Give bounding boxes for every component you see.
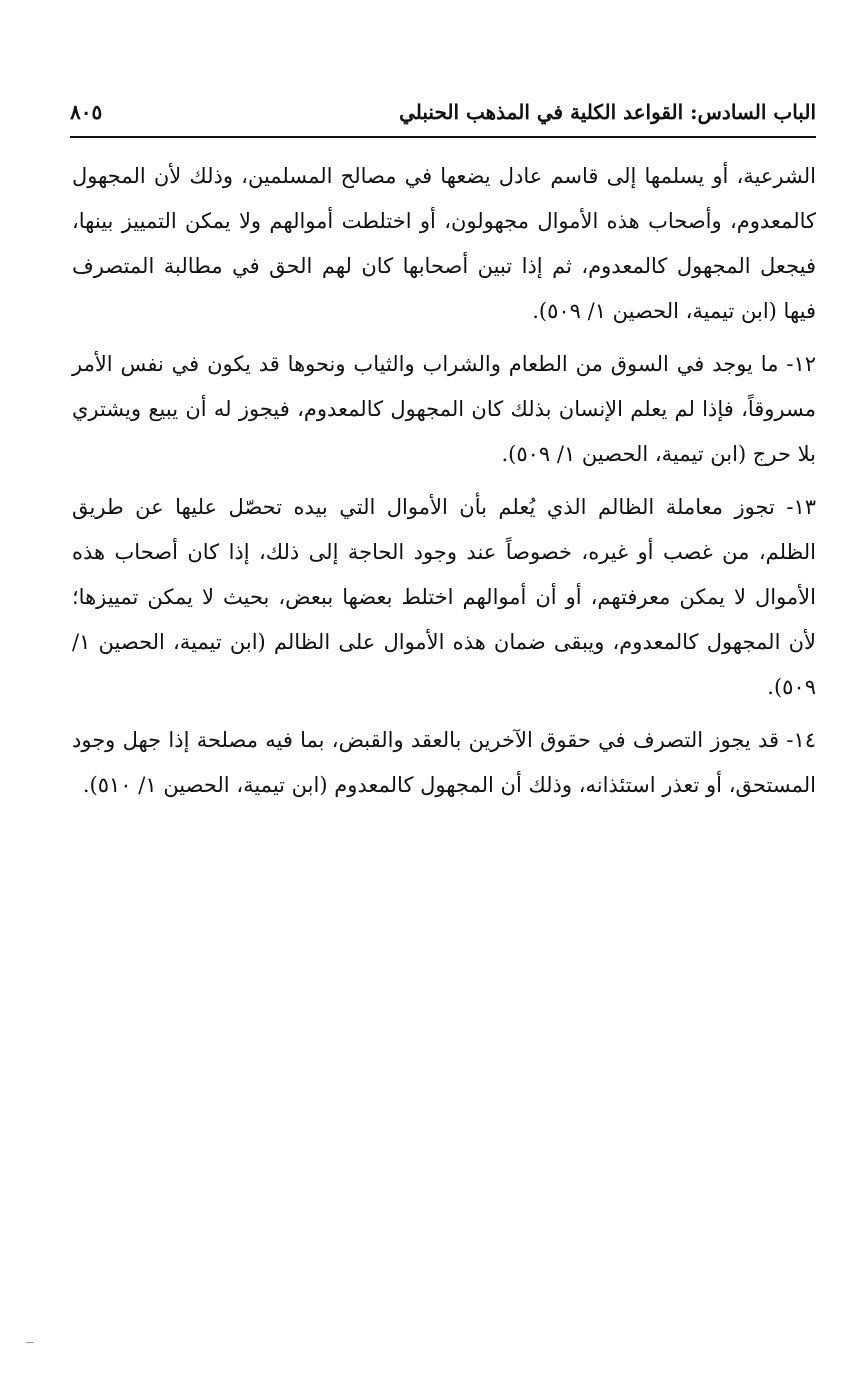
- paragraph-continuation: الشرعية، أو يسلمها إلى قاسم عادل يضعها في مصالح المسلمين، وذلك لأن المجهول كالمعدوم، وأصحاب هذه الأموال مجهولون، أو اختلطت أموالهم ولا يمكن التمييز بينها، فيجعل المجهول كالمعدوم، ثم إذا تبين أصحابها كان لهم الحق في مطالبة المتصرف فيها (ابن تيمية، الحصين ١/ ٥٠٩).: [72, 164, 816, 323]
- page-header: [70, 98, 816, 134]
- page-number: ٨٠٥: [70, 100, 103, 124]
- scan-margin-mark: [26, 1342, 34, 1343]
- paragraph-item-13: ١٣- تجوز معاملة الظالم الذي يُعلم بأن الأموال التي بيده تحصّل عليها عن طريق الظلم، من غصب أو غيره، خصوصاً عند وجود الحاجة إلى ذلك، إذا كان أصحاب هذه الأموال لا يمكن معرفتهم، أو أن أموالهم اختلط بعضها ببعض، بحيث لا يمكن تمييزها؛ لأن المجهول كالمعدوم، ويبقى ضمان هذه الأموال على الظالم (ابن تيمية، الحصين ١/ ٥٠٩).: [72, 495, 816, 699]
- running-title: الباب السادس: القواعد الكلية في المذهب الحنبلي: [399, 100, 816, 124]
- header-rule: [70, 136, 816, 138]
- paragraph-item-14: ١٤- قد يجوز التصرف في حقوق الآخرين بالعقد والقبض، بما فيه مصلحة إذا جهل وجود المستحق، أو تعذر استئذانه، وذلك أن المجهول كالمعدوم (ابن تيمية، الحصين ١/ ٥١٠).: [72, 728, 816, 797]
- paragraph-item-12: ١٢- ما يوجد في السوق من الطعام والشراب والثياب ونحوها قد يكون في نفس الأمر مسروقاً، فإذا لم يعلم الإنسان بذلك كان المجهول كالمعدوم، فيجوز له أن يبيع ويشتري بلا حرج (ابن تيمية، الحصين ١/ ٥٠٩).: [72, 352, 816, 466]
- page-body: [72, 154, 816, 808]
